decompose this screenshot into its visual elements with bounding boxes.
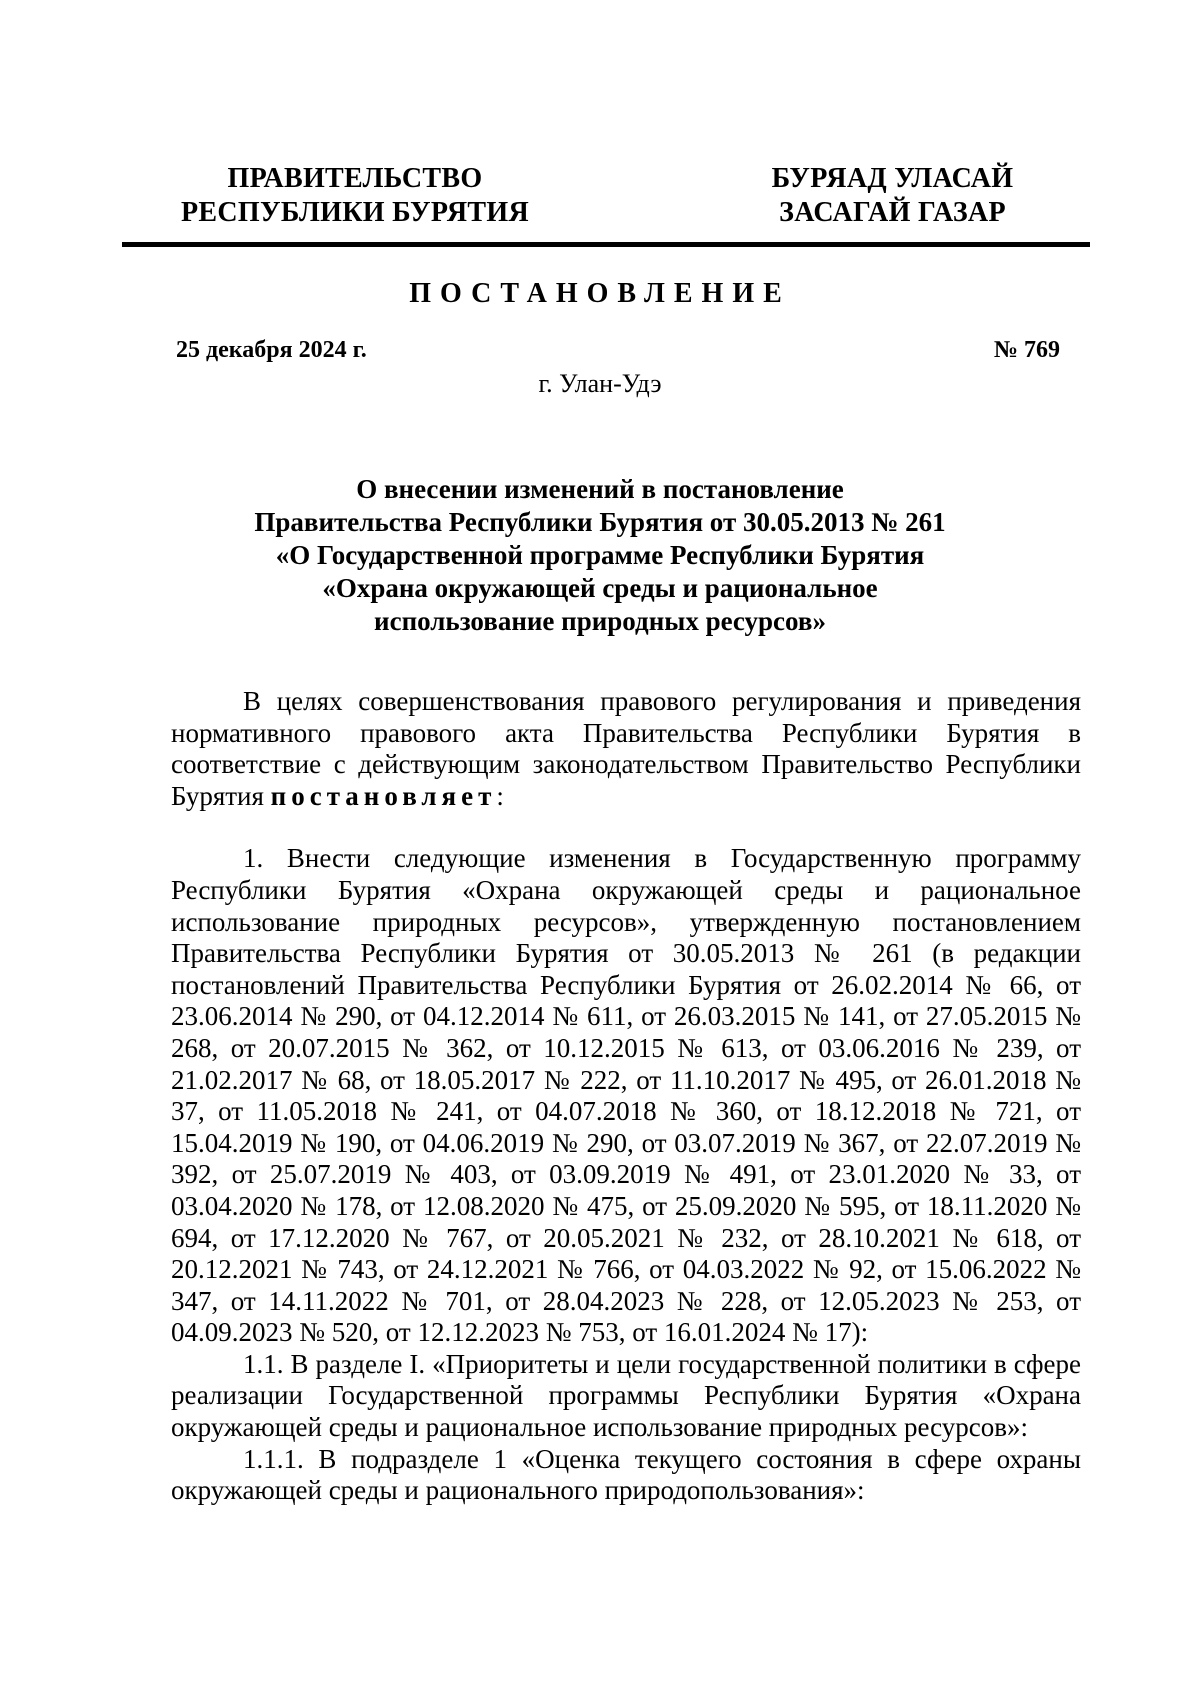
document-city: г. Улан-Удэ bbox=[538, 369, 662, 398]
header-divider bbox=[122, 242, 1090, 247]
title-line: использование природных ресурсов» bbox=[374, 606, 826, 636]
header-right-line2: ЗАСАГАЙ ГАЗАР bbox=[779, 197, 1006, 228]
title-line: «Охрана окружающей среды и рациональное bbox=[322, 573, 878, 603]
decree-word: постановляет bbox=[270, 780, 497, 811]
title-line: Правительства Республики Бурятия от 30.05.2013 № 261 bbox=[254, 507, 946, 537]
item-1-paragraph: 1. Внести следующие изменения в Государственную программу Республики Бурятия «Охрана окружающей среды и рациональное использование природных ресурсов», утвержденную постановлением Правительства Республики Бурятия от 30.05.2013 № 261 (в редакции постановлений Правительства Республики Бурятия от 26.02.2014 № 66, от 23.06.2014 № 290, от 04.12.2014 № 611, от 26.03.2015 № 141, от 27.05.2015 № 268, от 20.07.2015 № 362, от 10.12.2015 № 613, от 03.06.2016 № 239, от 21.02.2017 № 68, от 18.05.2017 № 222, от 11.10.2017 № 495, от 26.01.2018 № 37, от 11.05.2018 № 241, от 04.07.2018 № 360, от 18.12.2018 № 721, от 15.04.2019 № 190, от 04.06.2019 № 290, от 03.07.2019 № 367, от 22.07.2019 № 392, от 25.07.2019 № 403, от 03.09.2019 № 491, от 23.01.2020 № 33, от 03.04.2020 № 178, от 12.08.2020 № 475, от 25.09.2020 № 595, от 18.11.2020 № 694, от 17.12.2020 № 767, от 20.05.2021 № 232, от 28.10.2021 № 618, от 20.12.2021 № 743, от 24.12.2021 № 766, от 04.03.2022 № 92, от 15.06.2022 № 347, от 14.11.2022 № 701, от 28.04.2023 № 228, от 12.05.2023 № 253, от 04.09.2023 № 520, от 12.12.2023 № 753, от 16.01.2024 № 17): bbox=[171, 843, 1081, 1348]
document-number: № 769 bbox=[993, 337, 1060, 363]
header-right-line1: БУРЯАД УЛАСАЙ bbox=[771, 163, 1014, 194]
item-1-1-1-paragraph: 1.1.1. В подразделе 1 «Оценка текущего состояния в сфере охраны окружающей среды и рационального природопользования»: bbox=[171, 1443, 1081, 1506]
header-left-line2: РЕСПУБЛИКИ БУРЯТИЯ bbox=[181, 197, 529, 228]
title-line: «О Государственной программе Республики Бурятия bbox=[275, 540, 925, 570]
document-title bbox=[200, 473, 1000, 638]
preamble-text: В целях совершенствования правового регулирования и приведения нормативного правового акта Правительства Республики Бурятия в соответствие с действующим законодательством Правительство Республики Бурятия bbox=[171, 686, 1081, 811]
header-left-line1: ПРАВИТЕЛЬСТВО bbox=[227, 163, 483, 194]
document-body bbox=[171, 686, 1081, 1507]
preamble-paragraph bbox=[171, 686, 1081, 812]
document-type: ПОСТАНОВЛЕНИЕ bbox=[409, 278, 791, 309]
header-right bbox=[745, 162, 1040, 230]
header-left bbox=[175, 162, 535, 230]
decree-colon: : bbox=[496, 780, 504, 811]
title-line: О внесении изменений в постановление bbox=[356, 474, 844, 504]
item-1-1-paragraph: 1.1. В разделе I. «Приоритеты и цели государственной политики в сфере реализации Государственной программы Республики Бурятия «Охрана окружающей среды и рациональное использование природных ресурсов»: bbox=[171, 1348, 1081, 1443]
document-date: 25 декабря 2024 г. bbox=[176, 337, 367, 363]
